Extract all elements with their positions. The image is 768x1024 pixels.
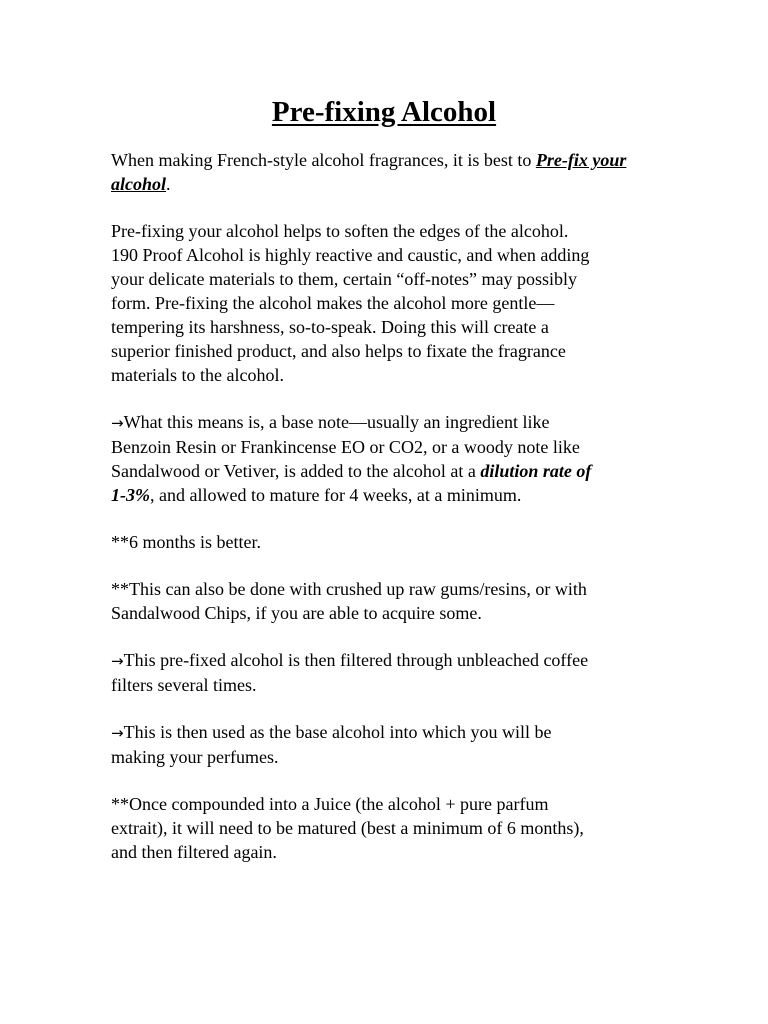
base-alcohol-paragraph xyxy=(111,720,671,769)
gums-line: **This can also be done with crushed up raw gums/resins, or with xyxy=(111,579,587,599)
base-alcohol-line: making your perfumes. xyxy=(111,747,279,767)
base-alcohol-line: This is then used as the base alcohol into which you will be xyxy=(123,722,552,742)
base-note-line: Benzoin Resin or Frankincense EO or CO2, or a woody note like xyxy=(111,437,580,457)
document-body xyxy=(111,148,671,887)
compounding-line: **Once compounded into a Juice (the alcohol + pure parfum xyxy=(111,794,549,814)
explanation-line: form. Pre-fixing the alcohol makes the alcohol more gentle— xyxy=(111,293,555,313)
base-note-line: What this means is, a base note—usually an ingredient like xyxy=(123,412,550,432)
six-months-note: **6 months is better. xyxy=(111,532,261,552)
explanation-paragraph xyxy=(111,219,671,387)
filtering-paragraph xyxy=(111,648,671,697)
explanation-line: your delicate materials to them, certain “off-notes” may possibly xyxy=(111,269,578,289)
compounding-line: extrait), it will need to be matured (best a minimum of 6 months), xyxy=(111,818,584,838)
document-title: Pre-fixing Alcohol xyxy=(271,96,497,128)
compounding-line: and then filtered again. xyxy=(111,842,277,862)
dilution-rate-emphasis: dilution rate of xyxy=(480,461,592,481)
base-note-paragraph xyxy=(111,410,671,507)
explanation-line: materials to the alcohol. xyxy=(111,365,284,385)
explanation-line: Pre-fixing your alcohol helps to soften the edges of the alcohol. xyxy=(111,221,569,241)
arrow-icon: → xyxy=(111,724,124,742)
intro-text: When making French-style alcohol fragrances, it is best to xyxy=(111,150,536,170)
base-note-line: Sandalwood or Vetiver, is added to the alcohol at a xyxy=(111,461,481,481)
intro-period: . xyxy=(166,174,171,194)
arrow-icon: → xyxy=(111,414,124,432)
gums-resins-note xyxy=(111,577,671,625)
base-note-line: , and allowed to mature for 4 weeks, at a minimum. xyxy=(150,485,522,505)
explanation-line: superior finished product, and also helps to fixate the fragrance xyxy=(111,341,566,361)
prefix-emphasis: Pre-fix your alcohol xyxy=(111,150,627,194)
explanation-line: tempering its harshness, so-to-speak. Doing this will create a xyxy=(111,317,549,337)
arrow-icon: → xyxy=(111,652,124,670)
filtering-line: filters several times. xyxy=(111,675,257,695)
gums-line: Sandalwood Chips, if you are able to acquire some. xyxy=(111,603,482,623)
explanation-line: 190 Proof Alcohol is highly reactive and caustic, and when adding xyxy=(111,245,590,265)
compounding-note xyxy=(111,792,671,864)
dilution-percent-emphasis: 1-3% xyxy=(111,485,150,505)
intro-paragraph xyxy=(111,148,671,196)
filtering-line: This pre-fixed alcohol is then filtered through unbleached coffee xyxy=(123,650,589,670)
